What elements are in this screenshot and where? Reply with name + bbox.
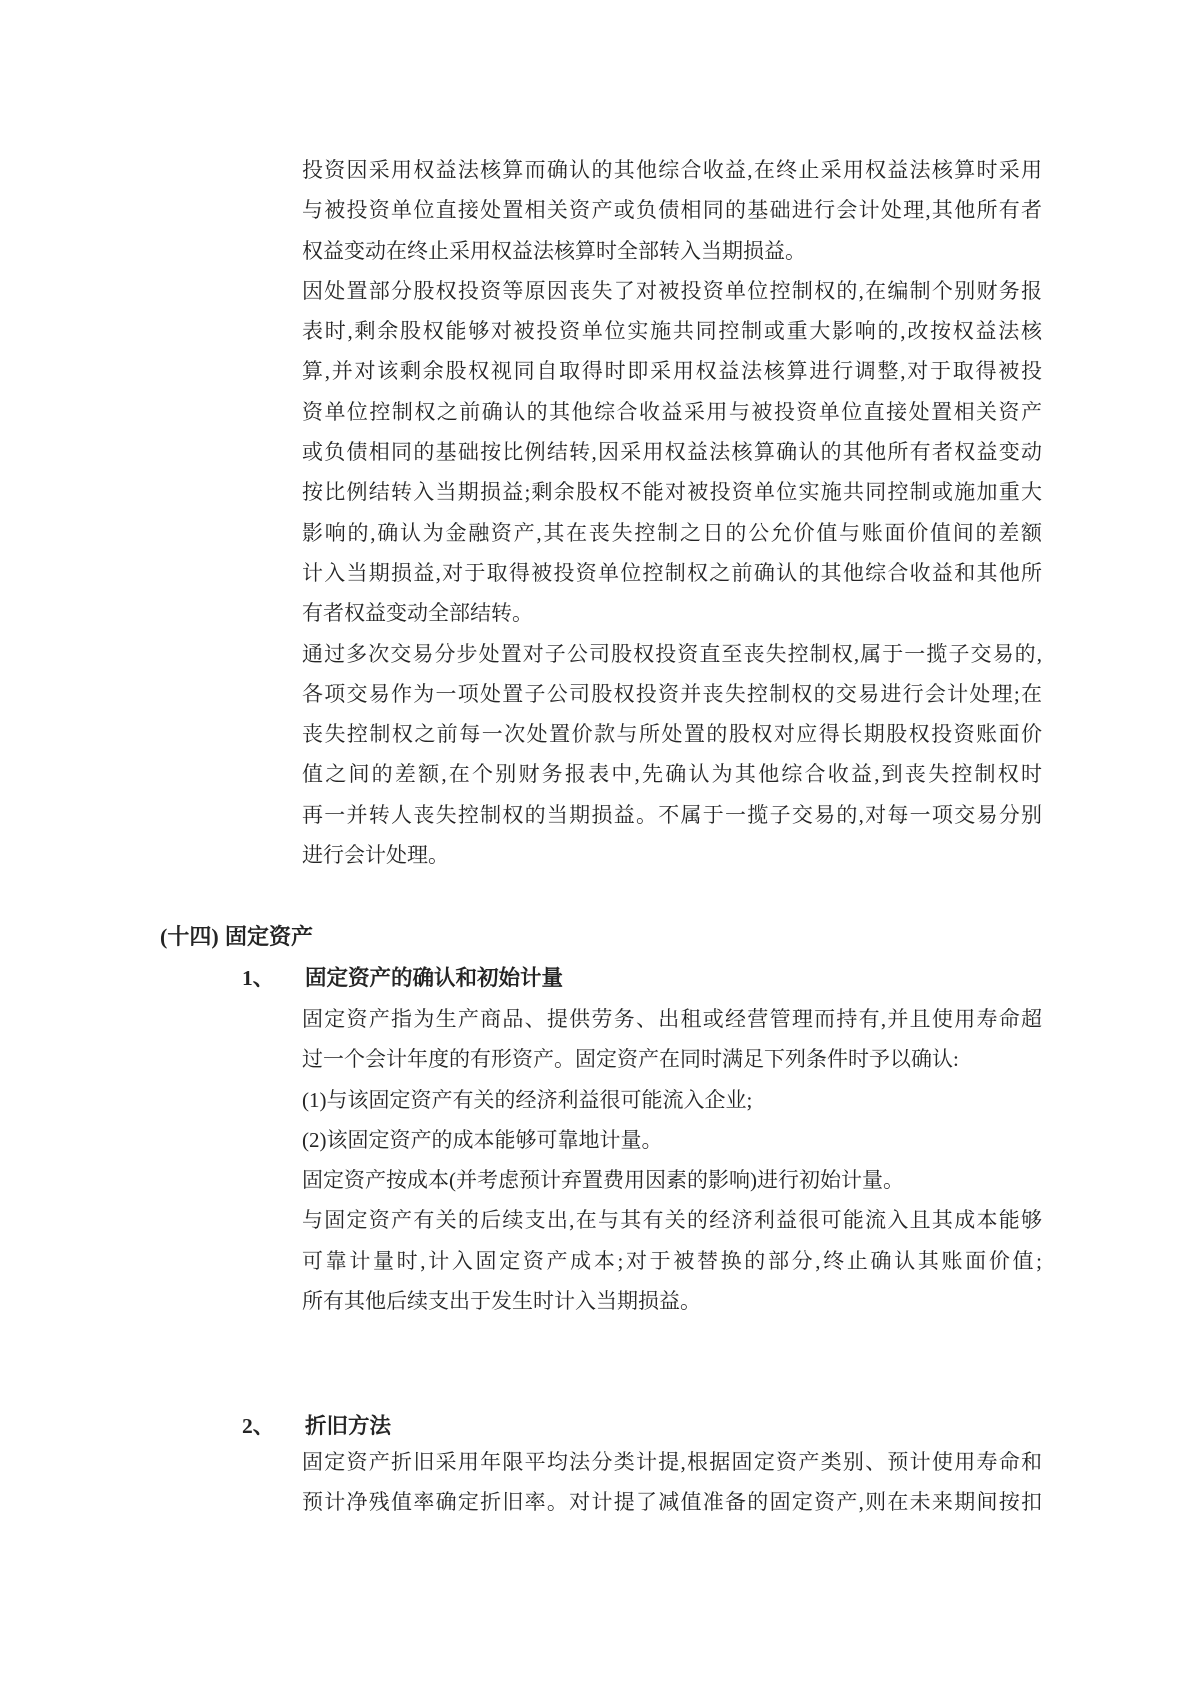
section-heading-fixed-assets [160, 917, 313, 957]
subsection-number: 2、 [242, 1414, 275, 1438]
section-number: (十四) [160, 924, 219, 949]
text-line: (2)该固定资产的成本能够可靠地计量。 [302, 1127, 663, 1152]
text-line: 可靠计量时,计入固定资产成本;对于被替换的部分,终止确认其账面价值; [302, 1248, 1042, 1273]
text-line: 过一个会计年度的有形资产。固定资产在同时满足下列条件时予以确认: [302, 1047, 959, 1072]
text-line: 权益变动在终止采用权益法核算时全部转入当期损益。 [302, 238, 806, 263]
text-line: 通过多次交易分步处置对子公司股权投资直至丧失控制权,属于一揽子交易的, [302, 641, 1042, 666]
text-line: 丧失控制权之前每一次处置价款与所处置的股权对应得长期股权投资账面价 [302, 722, 1042, 747]
text-line: 再一并转人丧失控制权的当期损益。不属于一揽子交易的,对每一项交易分别 [302, 802, 1042, 827]
subsection-number: 1、 [242, 966, 275, 990]
section-title: 固定资产 [225, 924, 314, 949]
subsection-title: 折旧方法 [305, 1414, 392, 1438]
text-line: 值之间的差额,在个别财务报表中,先确认为其他综合收益,到丧失控制权时 [302, 762, 1042, 787]
paragraph-block-equity-method [302, 150, 1042, 875]
text-line: 计入当期损益,对于取得被投资单位控制权之前确认的其他综合收益和其他所 [302, 560, 1042, 585]
text-line: 资单位控制权之前确认的其他综合收益采用与被投资单位直接处置相关资产 [302, 399, 1042, 424]
paragraph-block-recognition [302, 999, 1042, 1321]
subsection-title: 固定资产的确认和初始计量 [305, 966, 564, 990]
text-line: 所有其他后续支出于发生时计入当期损益。 [302, 1289, 701, 1314]
text-line: 固定资产指为生产商品、提供劳务、出租或经营管理而持有,并且使用寿命超 [302, 1007, 1042, 1031]
subsection-heading-recognition [242, 958, 563, 998]
text-line: (1)与该固定资产有关的经济利益很可能流入企业; [302, 1087, 753, 1112]
text-line: 固定资产折旧采用年限平均法分类计提,根据固定资产类别、预计使用寿命和 [302, 1450, 1042, 1474]
text-line: 因处置部分股权投资等原因丧失了对被投资单位控制权的,在编制个别财务报 [302, 278, 1042, 303]
text-line: 固定资产按成本(并考虑预计弃置费用因素的影响)进行初始计量。 [302, 1168, 904, 1193]
text-line: 各项交易作为一项处置子公司股权投资并丧失控制权的交易进行会计处理;在 [302, 681, 1042, 706]
text-line: 投资因采用权益法核算而确认的其他综合收益,在终止采用权益法核算时采用 [302, 158, 1042, 182]
text-line: 算,并对该剩余股权视同自取得时即采用权益法核算进行调整,对于取得被投 [302, 359, 1042, 384]
text-line: 按比例结转入当期损益;剩余股权不能对被投资单位实施共同控制或施加重大 [302, 480, 1042, 505]
text-line: 表时,剩余股权能够对被投资单位实施共同控制或重大影响的,改按权益法核 [302, 319, 1042, 344]
text-line: 或负债相同的基础按比例结转,因采用权益法核算确认的其他所有者权益变动 [302, 440, 1042, 465]
text-line: 有者权益变动全部结转。 [302, 601, 533, 626]
text-line: 与被投资单位直接处置相关资产或负债相同的基础进行会计处理,其他所有者 [302, 198, 1042, 223]
text-line: 进行会计处理。 [302, 843, 449, 868]
text-line: 预计净残值率确定折旧率。对计提了减值准备的固定资产,则在未来期间按扣 [302, 1490, 1042, 1515]
subsection-heading-depreciation [242, 1406, 391, 1446]
text-line: 影响的,确认为金融资产,其在丧失控制之日的公允价值与账面价值间的差额 [302, 520, 1042, 545]
text-line: 与固定资产有关的后续支出,在与其有关的经济利益很可能流入且其成本能够 [302, 1208, 1042, 1233]
paragraph-block-depreciation [302, 1442, 1042, 1523]
